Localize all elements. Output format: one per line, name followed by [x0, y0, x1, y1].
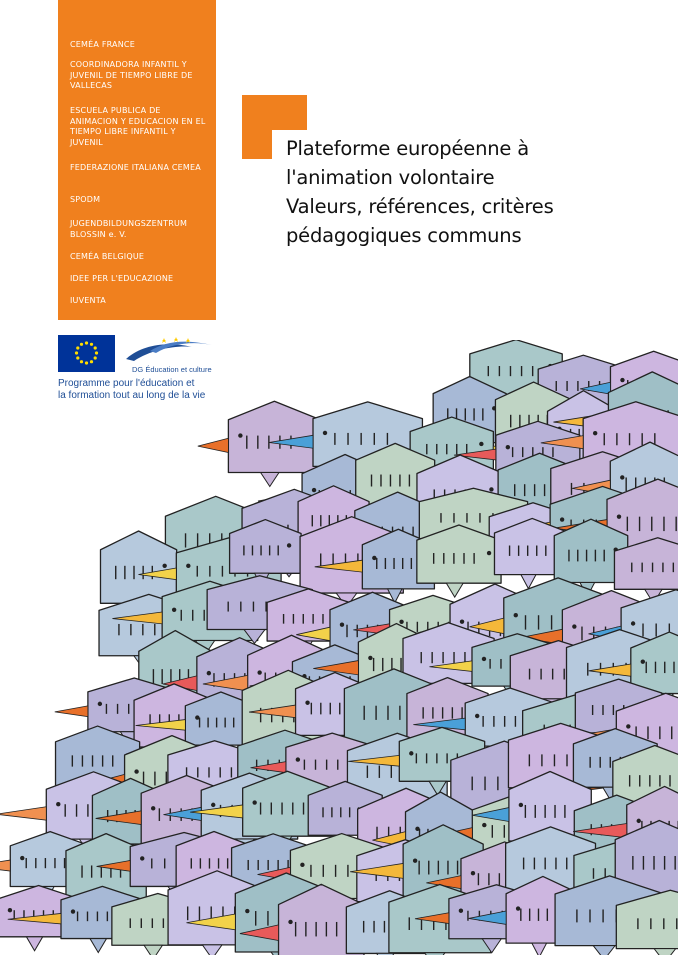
programme-text — [58, 378, 218, 402]
programme-line: Programme pour l'éducation et — [58, 378, 195, 389]
title-line: pédagogiques communs — [286, 224, 522, 247]
title-line: Valeurs, références, critères — [286, 195, 554, 218]
title-line: Plateforme européenne à — [286, 137, 529, 160]
partner-name: COORDINADORA INFANTIL Y JUVENIL DE TIEMPO LIBRE DE VALLECAS — [70, 60, 193, 90]
partner-name: SPODM — [70, 195, 101, 204]
programme-line: la formation tout au long de la vie — [58, 390, 206, 401]
partner-name: IDEE PER L'EDUCAZIONE — [70, 274, 174, 283]
partner-name: IUVENTA — [70, 296, 106, 305]
logo-block — [58, 333, 218, 405]
partner-name: CEMÉA FRANCE — [70, 40, 135, 49]
title-line: l'animation volontaire — [286, 166, 495, 189]
partner-name: JUGENDBILDUNGSZENTRUM BLOSSIN e. V. — [70, 219, 188, 239]
birds-illustration — [0, 340, 678, 955]
partner-name: CEMÉA BELGIQUE — [70, 252, 145, 261]
partner-name: ESCUELA PUBLICA DE ANIMACION Y EDUCACION EN EL TIEMPO LIBRE INFANTIL Y JUVENIL — [70, 106, 206, 147]
document-title — [272, 130, 586, 250]
dg-label: DG Éducation et culture — [132, 365, 212, 374]
eu-flag-icon — [58, 335, 115, 372]
partner-sidebar — [58, 0, 216, 320]
partner-name: FEDERAZIONE ITALIANA CEMEA — [70, 163, 201, 172]
